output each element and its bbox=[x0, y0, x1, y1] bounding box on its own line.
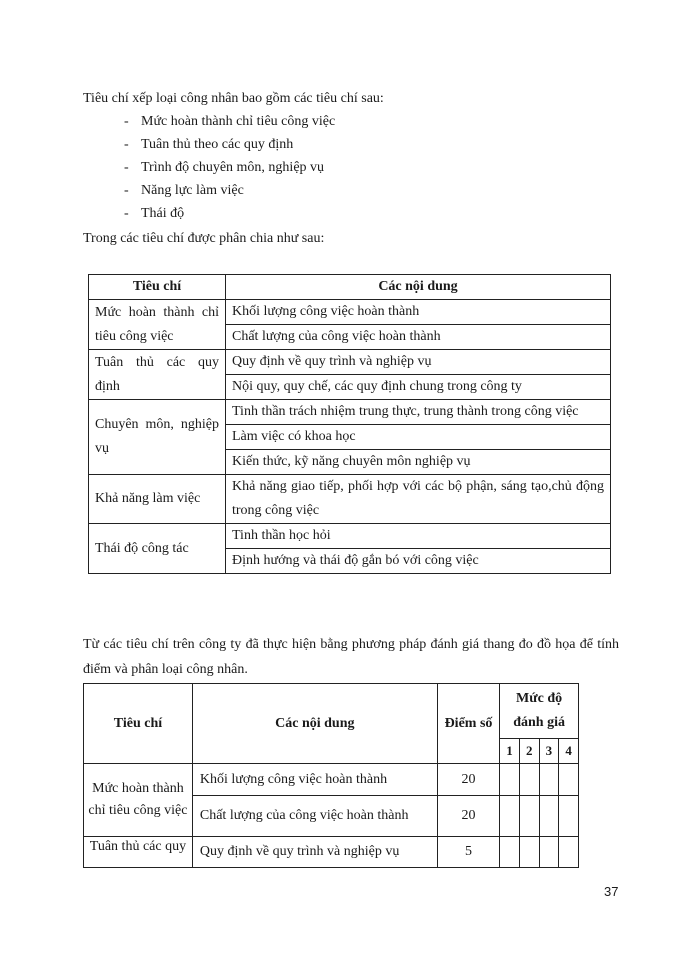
level-2-cell[interactable] bbox=[519, 764, 539, 796]
bullet-dash: - bbox=[124, 183, 129, 198]
level-3-cell[interactable] bbox=[539, 796, 559, 837]
table-row bbox=[89, 350, 611, 375]
criterion-cell: Thái độ công tác bbox=[89, 524, 226, 574]
header-level: Mức độ đánh giá bbox=[500, 684, 579, 739]
list-item: - Thái độ bbox=[124, 202, 335, 225]
intro-text: Tiêu chí xếp loại công nhân bao gồm các tiêu chí sau: bbox=[83, 91, 384, 106]
table-row bbox=[89, 300, 611, 325]
level-4-cell[interactable] bbox=[559, 764, 579, 796]
bullet-dash: - bbox=[124, 206, 129, 221]
content-cell: Quy định về quy trình và nghiệp vụ bbox=[192, 837, 437, 868]
header-criterion: Tiêu chí bbox=[89, 275, 226, 300]
level-1-cell[interactable] bbox=[500, 764, 520, 796]
table-row bbox=[84, 837, 579, 868]
content-cell: Định hướng và thái độ gắn bó với công việc bbox=[226, 549, 611, 574]
content-cell: Nội quy, quy chế, các quy định chung trong công ty bbox=[226, 375, 611, 400]
criterion-cell: Chuyên môn, nghiệp vụ bbox=[89, 400, 226, 475]
score-cell: 20 bbox=[437, 796, 499, 837]
table-row bbox=[89, 475, 611, 524]
criterion-cell: Mức hoàn thành chỉ tiêu công việc bbox=[84, 764, 193, 837]
level-1-cell[interactable] bbox=[500, 796, 520, 837]
level-4-header: 4 bbox=[559, 739, 579, 764]
score-cell: 20 bbox=[437, 764, 499, 796]
table-row bbox=[84, 764, 579, 796]
level-1-cell[interactable] bbox=[500, 837, 520, 868]
content-cell: Kiến thức, kỹ năng chuyên môn nghiệp vụ bbox=[226, 450, 611, 475]
bullet-dash: - bbox=[124, 114, 129, 129]
content-cell: Tinh thần trách nhiệm trung thực, trung thành trong công việc bbox=[226, 400, 611, 425]
level-3-header: 3 bbox=[539, 739, 559, 764]
content-cell: Khả năng giao tiếp, phối hợp với các bộ phận, sáng tạo,chủ động trong công việc bbox=[226, 475, 611, 524]
criterion-cell: Tuân thủ các quy bbox=[84, 837, 193, 868]
level-1-header: 1 bbox=[500, 739, 520, 764]
table-header-row bbox=[89, 275, 611, 300]
criterion-cell: Tuân thủ các quy định bbox=[89, 350, 226, 400]
bullet-dash: - bbox=[124, 160, 129, 175]
page-number: 37 bbox=[604, 884, 619, 899]
header-criterion: Tiêu chí bbox=[84, 684, 193, 764]
level-4-cell[interactable] bbox=[559, 837, 579, 868]
level-3-cell[interactable] bbox=[539, 837, 559, 868]
criteria-list bbox=[124, 110, 335, 225]
criterion-cell: Khả năng làm việc bbox=[89, 475, 226, 524]
criteria-table bbox=[88, 274, 611, 574]
method-paragraph: Từ các tiêu chí trên công ty đã thực hiện bằng phương pháp đánh giá thang đo đồ họa để tính điểm và phân loại công nhân. bbox=[83, 637, 619, 677]
list-item: - Mức hoàn thành chỉ tiêu công việc bbox=[124, 110, 335, 133]
table-row bbox=[89, 524, 611, 549]
intro2-text: Trong các tiêu chí được phân chia như sau: bbox=[83, 231, 325, 246]
criterion-cell: Mức hoàn thành chỉ tiêu công việc bbox=[89, 300, 226, 350]
level-2-cell[interactable] bbox=[519, 837, 539, 868]
level-2-header: 2 bbox=[519, 739, 539, 764]
header-content: Các nội dung bbox=[226, 275, 611, 300]
header-content: Các nội dung bbox=[192, 684, 437, 764]
list-item: - Năng lực làm việc bbox=[124, 179, 335, 202]
content-cell: Làm việc có khoa học bbox=[226, 425, 611, 450]
level-2-cell[interactable] bbox=[519, 796, 539, 837]
table-row bbox=[89, 400, 611, 425]
level-4-cell[interactable] bbox=[559, 796, 579, 837]
list-item: - Trình độ chuyên môn, nghiệp vụ bbox=[124, 156, 335, 179]
header-score: Điểm số bbox=[437, 684, 499, 764]
level-3-cell[interactable] bbox=[539, 764, 559, 796]
scoring-table bbox=[83, 683, 579, 868]
content-cell: Khối lượng công việc hoàn thành bbox=[226, 300, 611, 325]
score-cell: 5 bbox=[437, 837, 499, 868]
content-cell: Chất lượng của công việc hoàn thành bbox=[226, 325, 611, 350]
content-cell: Quy định về quy trình và nghiệp vụ bbox=[226, 350, 611, 375]
content-cell: Chất lượng của công việc hoàn thành bbox=[192, 796, 437, 837]
bullet-dash: - bbox=[124, 137, 129, 152]
content-cell: Khối lượng công việc hoàn thành bbox=[192, 764, 437, 796]
list-item: - Tuân thủ theo các quy định bbox=[124, 133, 335, 156]
table-header-row bbox=[84, 684, 579, 739]
content-cell: Tinh thần học hỏi bbox=[226, 524, 611, 549]
